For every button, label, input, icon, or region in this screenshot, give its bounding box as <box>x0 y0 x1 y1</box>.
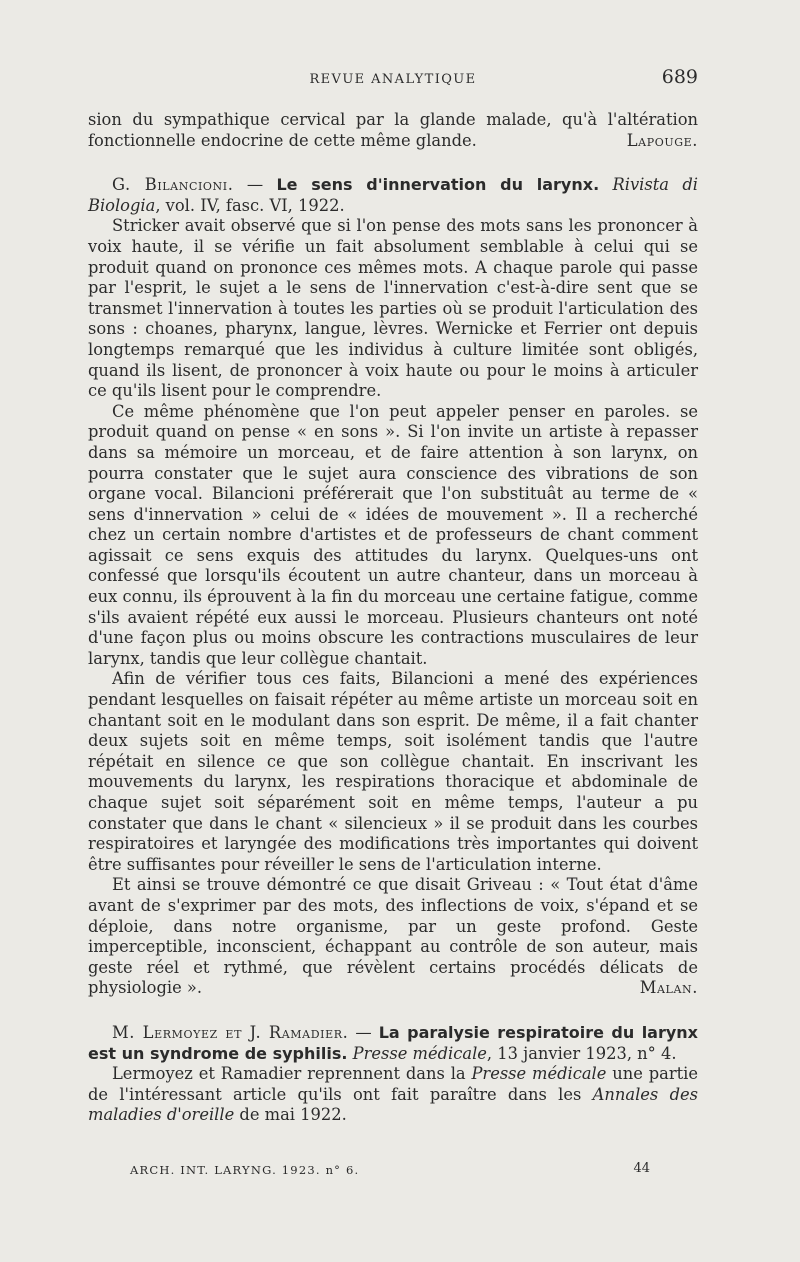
page-footer <box>130 1163 650 1177</box>
body-paragraph: Stricker avait observé que si l'on pense des mots sans les prononcer à voix haute, il se vérifie un fait absolument semblable à celui qui se produit quand on prononce ces mêmes mots. A chaque parole qui passe par l'esprit, le sujet a le sens de l'innervation c'est-à-dire sent que se transmet l'innervation à toutes les parties où se produit l'articulation des sons : choanes, pharynx, langue, lèvres. Wernicke et Ferrier ont depuis longtemps remarqué que les individus à culture limitée sont obligés, quand ils lisent, de prononcer à voix haute ou pour le moins à articuler ce qu'ils lisent pour le comprendre. <box>88 216 698 401</box>
para-text-mid: une partie de l'intéressant article qu'ils ont fait paraître dans les <box>88 1064 698 1104</box>
entry-journal: Presse médicale <box>352 1043 487 1063</box>
reviewer-malan: Malan. <box>639 978 698 998</box>
entry-author: G. Bilancioni. <box>112 175 234 195</box>
body-paragraph: Afin de vérifier tous ces faits, Bilancioni a mené des expériences pendant lesquelles on faisait répéter au même artiste un morceau soit en chantant soit en le modulant dans son esprit. De même, il a fait chanter deux sujets soit en même temps, soit isolément tandis que l'autre répétait en silence ce que son collègue chantait. En inscrivant les mouvements du larynx, les respirations thoracique et abdominale de chaque sujet soit séparément soit en même temps, l'auteur a pu constater que dans le chant « silencieux » il se produit dans les courbes respiratoires et laryngée des modifications très importantes qui doivent être suffisantes pour réveiller le sens de l'articulation interne. <box>88 669 698 874</box>
body-paragraph-last <box>88 875 698 999</box>
continuation-text: sion du sympathique cervical par la glande malade, qu'à l'altération fonctionnelle endocrine de cette même glande. <box>88 110 698 150</box>
body-paragraph <box>88 1064 698 1126</box>
para-journal2: Annales des maladies d'oreille <box>88 1084 698 1125</box>
running-title: REVUE ANALYTIQUE <box>309 72 477 87</box>
page-header <box>88 66 698 90</box>
entry-authors: M. Lermoyez et J. Ramadier. <box>112 1022 349 1042</box>
para-text-end: de mai 1922. <box>234 1105 347 1125</box>
para-journal: Presse médicale <box>471 1064 607 1084</box>
entry-dash: — <box>348 1022 379 1042</box>
entry-dash: — <box>233 175 277 195</box>
page-content <box>88 110 698 1126</box>
entry-details: , 13 janvier 1923, n° 4. <box>486 1043 677 1063</box>
body-paragraph-text: Et ainsi se trouve démontré ce que disait Griveau : « Tout état d'âme avant de s'exprimer par des mots, des inflections de voix, s'épand et se déploie, dans notre organisme, par un geste profond. Geste imperceptible, inconscient, échappant au contrôle de son auteur, mais geste réel et rythmé, que révèlent certains procédés délicats de physiologie ». <box>88 875 698 998</box>
body-paragraph: Ce même phénomène que l'on peut appeler penser en paroles. se produit quand on pense « en sons ». Si l'on invite un artiste à repasser dans sa mémoire un morceau, et de faire attention à son larynx, on pourra constater que le sujet aura conscience des vibrations de son organe vocal. Bilancioni préférerait que l'on substituât au terme de « sens d'innervation » celui de « idées de mouvement ». Il a recherché chez un certain nombre d'artistes et de professeurs de chant comment agissait ce sens exquis des attitudes du larynx. Quelques-uns ont confessé que lorsqu'ils écoutent un autre chanteur, dans un morceau à eux connu, ils éprouvent à la fin du morceau une certaine fatigue, comme s'ils avaient répété eux aussi le morceau. Plusieurs chanteurs ont noté d'une façon plus ou moins obscure les contractions musculaires de leur larynx, tandis que leur collègue chantait. <box>88 401 698 668</box>
entry-heading-bilancioni <box>88 175 698 216</box>
page-number: 689 <box>661 66 698 88</box>
entry-journal: Rivista di Biologia <box>88 175 698 215</box>
footer-citation: ARCH. INT. LARYNG. 1923. n° 6. <box>130 1163 360 1177</box>
entry-title: Le sens d'innervation du larynx. <box>276 175 600 195</box>
continuation-paragraph <box>88 110 698 151</box>
reviewer-lapouge: Lapouge. <box>626 130 698 150</box>
entry-title: La paralysie respiratoire du larynx est un syndrome de syphilis. <box>88 1022 699 1063</box>
para-text-start: Lermoyez et Ramadier reprennent dans la <box>112 1064 472 1084</box>
entry-heading-lermoyez <box>88 1023 698 1064</box>
footer-signature: 44 <box>633 1161 650 1176</box>
entry-details: , vol. IV, fasc. VI, 1922. <box>155 195 345 215</box>
